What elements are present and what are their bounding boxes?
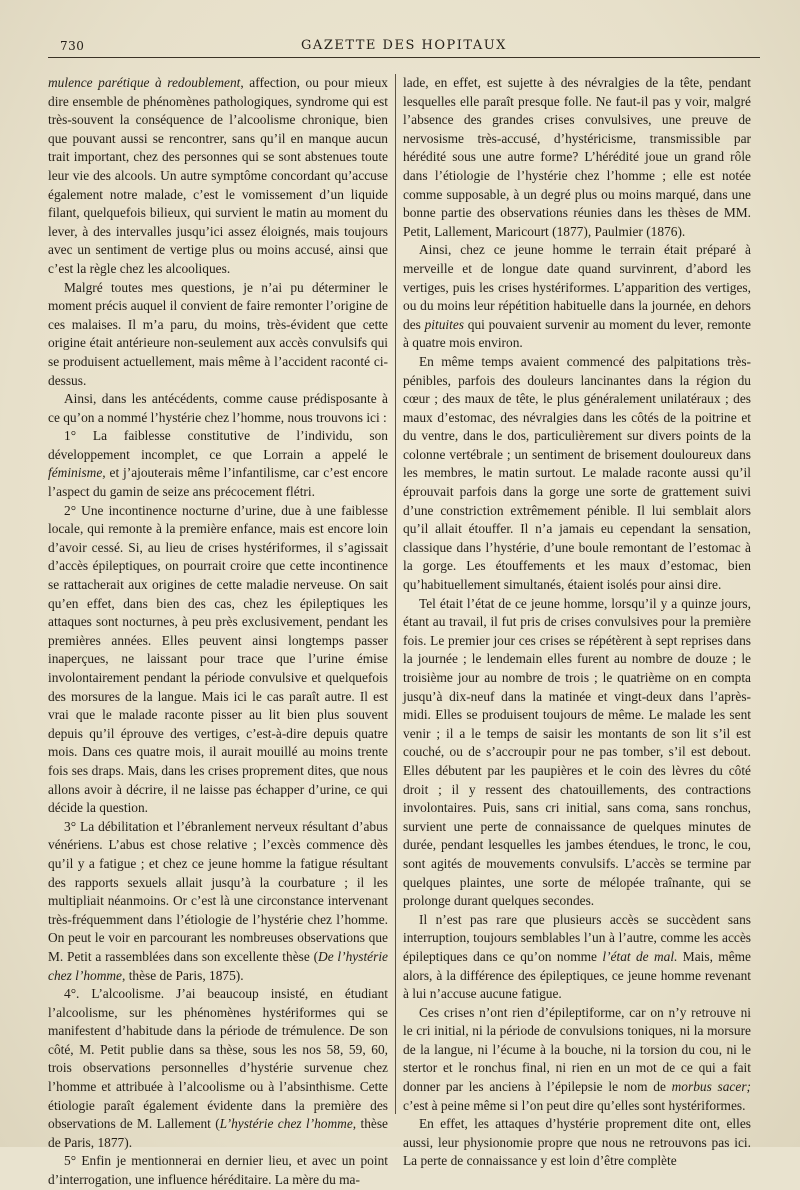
paragraph-text: Ces crises n’ont rien d’épileptiforme, car on n’y retrouve ni le cri initial, ni la période de convulsions toniques, ni la morsure de la langue, ni l’écume à la bouche, ni la torsion du cou, ni le stertor et le ronchus final, ni rien en un mot de ce qui a fait donner par les anciens à l’épilepsie le nom de <box>403 1004 751 1095</box>
paragraph-text: qui pouvaient survenir au moment du lever, remonte à quatre mois environ. <box>403 316 751 351</box>
paragraph-text: Mais, même alors, à la différence des épileptiques, ce jeune homme revenant à lui n’accuse aucune fatigue. <box>403 948 751 1002</box>
paragraph-text: Malgré toutes mes questions, je n’ai pu déterminer le moment précis auquel il convient de faire remonter l’origine de ces malaises. Il m’a paru, du moins, très-évident que cette origine était antérieure non-seulement aux accès convulsifs qui se produisent actuellement, mais même à l’accident raconté ci-dessus. <box>48 279 388 388</box>
paragraph-text: Il n’est pas rare que plusieurs accès se succèdent sans interruption, toujours semblables l’un à l’autre, comme les accès épileptiques dans ce qu’on nomme <box>403 911 751 964</box>
paragraph <box>48 1152 388 1189</box>
italic-text: morbus sacer; <box>671 1079 751 1095</box>
paragraph-text: En effet, les attaques d’hystérie proprement dite ont, elles aussi, leur physionomie propre que nous ne retrouvons pas ici. La perte de connaissance y est loin d’être complète <box>403 1116 751 1169</box>
left-column <box>48 74 389 1188</box>
italic-text: mulence parétique à redoublement <box>48 75 241 90</box>
italic-text: De l’hystérie chez l’homme <box>48 948 389 983</box>
paragraph <box>403 1115 751 1171</box>
text-columns <box>48 74 761 1188</box>
paragraph <box>48 427 388 501</box>
page-number: 730 <box>60 39 85 53</box>
paragraph-text: Ainsi, chez ce jeune homme le terrain était préparé à merveille et de longue date quand survinrent, d’abord les vertiges, puis les crises hystériformes. L’apparition des vertiges, ou du moins leur répétition habituelle dans la journée, en dehors des <box>403 242 751 332</box>
paragraph-text: c’est à peine même si l’on peut dire qu’elles sont hystériformes. <box>403 1097 746 1113</box>
paragraph <box>403 595 751 911</box>
paragraph <box>48 502 388 818</box>
right-column <box>403 74 751 1169</box>
paragraph <box>403 911 751 1004</box>
paragraph-text: 1° La faiblesse constitutive de l’individu, son développement incomplet, ce que Lorrain a appelé le <box>48 428 388 462</box>
italic-text: L’hystérie chez l’homme <box>219 1116 353 1132</box>
paragraph-text: lade, en effet, est sujette à des névralgies de la tête, pendant lesquelles elle paraît presque folle. Ne faut-il pas y voir, malgré l’absence des grandes crises convulsives, une preuve de nervosisme très-accusé, d’hystéricisme, transmissible par hérédité sous une autre forme? L’hérédité joue un grand rôle dans l’étiologie de l’hystérie chez l’homme ; elle est notée comme supposable, à un degré plus ou moins marqué, dans une bonne partie des observations réunies dans les thèses de MM. Petit, Lallement, Maricourt (1877), Paulmier (1876). <box>403 75 751 239</box>
italic-text: féminisme, <box>48 465 106 481</box>
paragraph <box>403 241 751 353</box>
paragraph-text: et j’ajouterais même l’infantilisme, car c’est encore l’aspect du gamin de seize ans précocement flétri. <box>48 465 388 500</box>
paragraph <box>403 74 751 241</box>
paragraph-text: Ainsi, dans les antécédents, comme cause prédisposante à ce qu’on a nommé l’hystérie chez l’homme, nous trouvons ici : <box>48 391 388 425</box>
italic-text: l’état de mal. <box>602 948 678 964</box>
paragraph-text: 5° Enfin je mentionnerai en dernier lieu, et avec un point d’interrogation, une influence héréditaire. La mère du ma- <box>48 1153 388 1188</box>
page-header <box>48 36 760 58</box>
paragraph <box>48 74 388 279</box>
paragraph <box>48 279 388 391</box>
running-title: GAZETTE DES HOPITAUX <box>301 38 507 53</box>
paragraph <box>403 1004 751 1116</box>
paragraph-text: Tel était l’état de ce jeune homme, lorsqu’il y a quinze jours, étant au travail, il fut pris de crises convulsives pour la première fois. Le premier jour ces crises se répétèrent à sept reprises dans la journée ; le lendemain elles furent au nombre de douze ; le troisième jour au nombre de trois ; le quatrième on en compta jusqu’à dix-neuf dans la matinée et vingt-deux dans l’après-midi. Elles se produisent toujours de même. Le malade les sent venir ; il a le temps de saisir les montants de son lit s’il est couché, ou de s’accroupir pour ne pas tomber, s’il est debout. Elles débutent par les paupières et le coin des lèvres du côté droit ; il y ressent des chatouillements, des contractions involontaires. Puis, sans cri initial, sans coma, sans ronchus, survient une perte de connaissance de quelques minutes de durée, pendant lesquelles les jambes étendues, le tronc, le cou, sont agités de mouvements convulsifs. L’accès se termine par quelques plaintes, une sorte de mélopée traînante, qui se prolonge durant quelques secondes. <box>403 595 751 909</box>
paragraph-text: , affection, ou pour mieux dire ensemble de phénomènes pathologiques, syndrome qui est très-souvent la conséquence de l’alcoolisme chronique, bien que pouvant aussi se rencontrer, sans qu’il en manque aucun trait important, chez des personnes qui se sont abstenues toute leur vie des alcools. Un autre symptôme concordant qu’accuse également notre malade, c’est le vomissement d’un liquide filant, quelquefois bilieux, qui survient le matin au moment du lever, à des intervalles jusqu’ici assez éloignés, mais toujours avec un sentiment de vertige plus ou moins accusé, ainsi que c’est la règle chez les alcooliques. <box>48 75 388 276</box>
paragraph-text: , thèse de Paris, 1877). <box>48 1116 388 1150</box>
paragraph-text: 2° Une incontinence nocturne d’urine, due à une faiblesse locale, qui remonte à la première enfance, mais est encore loin d’avoir cessé. Si, au lieu de crises hystériformes, il s’agissait d’accès épileptiques, on pourrait croire que cette incontinence se rattacherait aux origines de cette maladie nerveuse. On sait qu’en effet, dans bien des cas, chez les épileptiques les attaques sont nocturnes, à peu près exclusivement, pendant les premières années. Elles peuvent ainsi longtemps passer inaperçues, ne laissant pour trace que l’urine émise involontairement pendant la période convulsive et quelquefois des morsures de la langue. Mais ici le cas paraît autre. Il est vrai que le malade raconte pisser au lit bien plus souvent depuis qu’il éprouve des vertiges, c’est-à-dire depuis quatre mois. Dans ces quatre mois, il aurait mouillé au moins trente fois ses draps. Mais, dans les crises proprement dites, que nous allons avoir à décrire, il ne laisse pas échapper d’urine, ce qui décide la question. <box>48 502 388 816</box>
paragraph-text: En même temps avaient commencé des palpitations très-pénibles, parfois des douleurs lancinantes dans la région du cœur ; des maux de tête, le plus généralement unilatéraux ; des maux d’estomac, des névralgies dans les côtés de la poitrine et du ventre, dans le dos, particulièrement sur divers points de la colonne vertébrale ; un sentiment de brisement douloureux dans les membres, le matin surtout. Le malade raconte aussi qu’il éprouvait parfois dans la gorge une sorte de grattement suivi d’une constriction extrêmement pénible. Il lui semblait alors qu’il allait étouffer. Il n’a jamais eu cependant la sensation, classique dans l’hystérie, d’une boule remontant de l’estomac à la gorge. Les étouffements et les maux d’estomac, bien qu’habituellement simultanés, étaient isolés pour ainsi dire. <box>403 353 751 593</box>
paragraph-text: 4°. L’alcoolisme. J’ai beaucoup insisté, en étudiant l’alcoolisme, sur les phénomènes hystériformes qui se manifestent d’habitude dans la période de trémulence. De son côté, M. Petit publie dans sa thèse, sous les nos 58, 59, 60, trois observations personnelles d’hystérie survenue chez l’homme et attribuée à l’alcoolisme ou à l’absinthisme. Cette étiologie paraît également évidente dans la première des observations de M. Lallement ( <box>48 986 388 1132</box>
paragraph <box>48 818 388 985</box>
header-rule <box>48 57 760 58</box>
paragraph-text: , thèse de Paris, 1875). <box>122 967 244 983</box>
paragraph <box>48 985 388 1152</box>
paragraph <box>48 390 388 427</box>
italic-text: pituites <box>424 316 465 332</box>
paragraph-text: 3° La débilitation et l’ébranlement nerveux résultant d’abus vénériens. L’abus est chose relative ; l’excès commence dès qu’il y a fatigue ; et chez ce jeune homme la fatigue résultant des rapports sexuels allait jusqu’à la courbature ; il les multipliait néanmoins. Or c’est là une circonstance intervenant très-fréquemment dans l’étiologie de l’hystérie chez l’homme. On peut le voir en parcourant les nombreuses observations que M. Petit a rassemblées dans son excellente thèse ( <box>48 818 388 964</box>
column-divider <box>395 74 396 1114</box>
paragraph <box>403 353 751 595</box>
